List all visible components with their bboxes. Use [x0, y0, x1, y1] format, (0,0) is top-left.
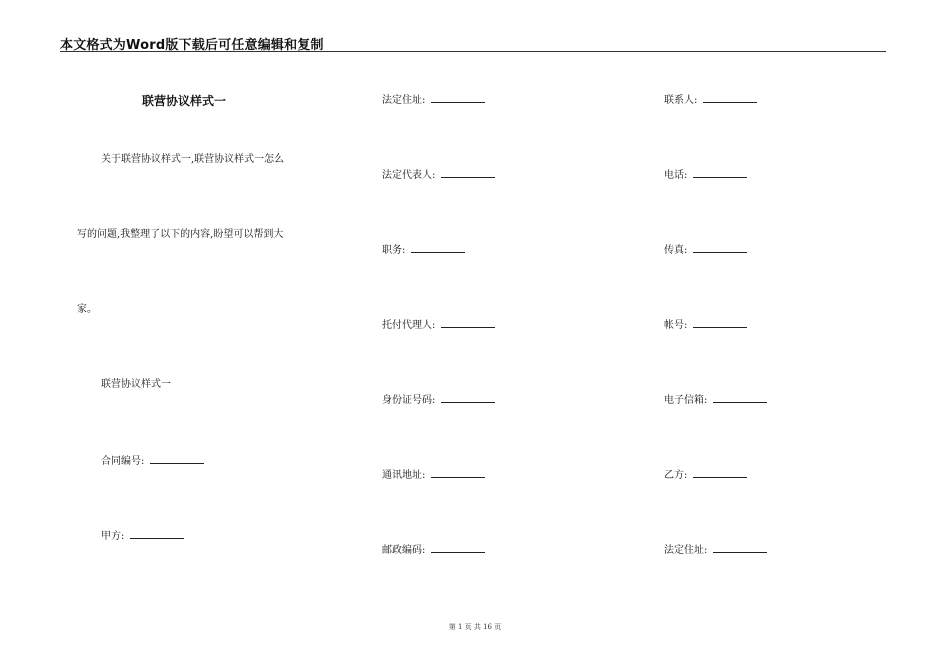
field-fax — [664, 242, 747, 258]
fill-blank — [441, 392, 495, 403]
field-party-b — [664, 467, 747, 483]
fill-blank — [703, 92, 757, 103]
fill-blank — [713, 392, 767, 403]
document-title: 联营协议样式一 — [142, 94, 227, 108]
fill-blank — [431, 542, 485, 553]
field-position — [382, 242, 465, 258]
field-party-b-legal-address — [664, 542, 767, 558]
field-label: 传真: — [664, 245, 688, 256]
header-title: 本文格式为Word版下载后可任意编辑和复制 — [60, 38, 324, 53]
fill-blank — [693, 167, 747, 178]
field-label: 邮政编码: — [382, 545, 426, 556]
field-legal-address — [382, 92, 485, 108]
field-label: 托付代理人: — [382, 320, 436, 331]
fill-blank — [693, 317, 747, 328]
fill-blank — [441, 167, 495, 178]
field-email — [664, 392, 767, 408]
field-id-number — [382, 392, 495, 408]
field-label: 合同编号: — [101, 456, 145, 467]
page-header — [60, 34, 886, 52]
fill-blank — [150, 453, 204, 464]
field-account — [664, 317, 747, 333]
field-party-a — [101, 528, 184, 544]
field-label: 通讯地址: — [382, 470, 426, 481]
field-postal-code — [382, 542, 485, 558]
fill-blank — [713, 542, 767, 553]
fill-blank — [431, 92, 485, 103]
field-label: 身份证号码: — [382, 395, 436, 406]
field-authorized-agent — [382, 317, 495, 333]
field-label: 乙方: — [664, 470, 688, 481]
fill-blank — [693, 242, 747, 253]
fill-blank — [441, 317, 495, 328]
field-contact-person — [664, 92, 757, 108]
field-label: 联系人: — [664, 95, 698, 106]
fill-blank — [411, 242, 465, 253]
field-label: 法定住址: — [382, 95, 426, 106]
field-label: 甲方: — [101, 531, 125, 542]
field-label: 职务: — [382, 245, 406, 256]
field-label: 法定代表人: — [382, 170, 436, 181]
section-heading: 联营协议样式一 — [101, 379, 171, 390]
fill-blank — [130, 528, 184, 539]
intro-line-1: 关于联营协议样式一,联营协议样式一怎么 — [101, 154, 285, 165]
field-label: 电子信箱: — [664, 395, 708, 406]
field-label: 电话: — [664, 170, 688, 181]
field-label: 帐号: — [664, 320, 688, 331]
field-label: 法定住址: — [664, 545, 708, 556]
fill-blank — [693, 467, 747, 478]
intro-line-2: 写的问题,我整理了以下的内容,盼望可以帮到大 — [77, 229, 284, 240]
fill-blank — [431, 467, 485, 478]
field-legal-representative — [382, 167, 495, 183]
field-mailing-address — [382, 467, 485, 483]
page-indicator: 第 1 页 共 16 页 — [448, 623, 502, 631]
field-contract-number — [101, 453, 204, 469]
intro-line-3: 家。 — [77, 304, 97, 315]
field-phone — [664, 167, 747, 183]
